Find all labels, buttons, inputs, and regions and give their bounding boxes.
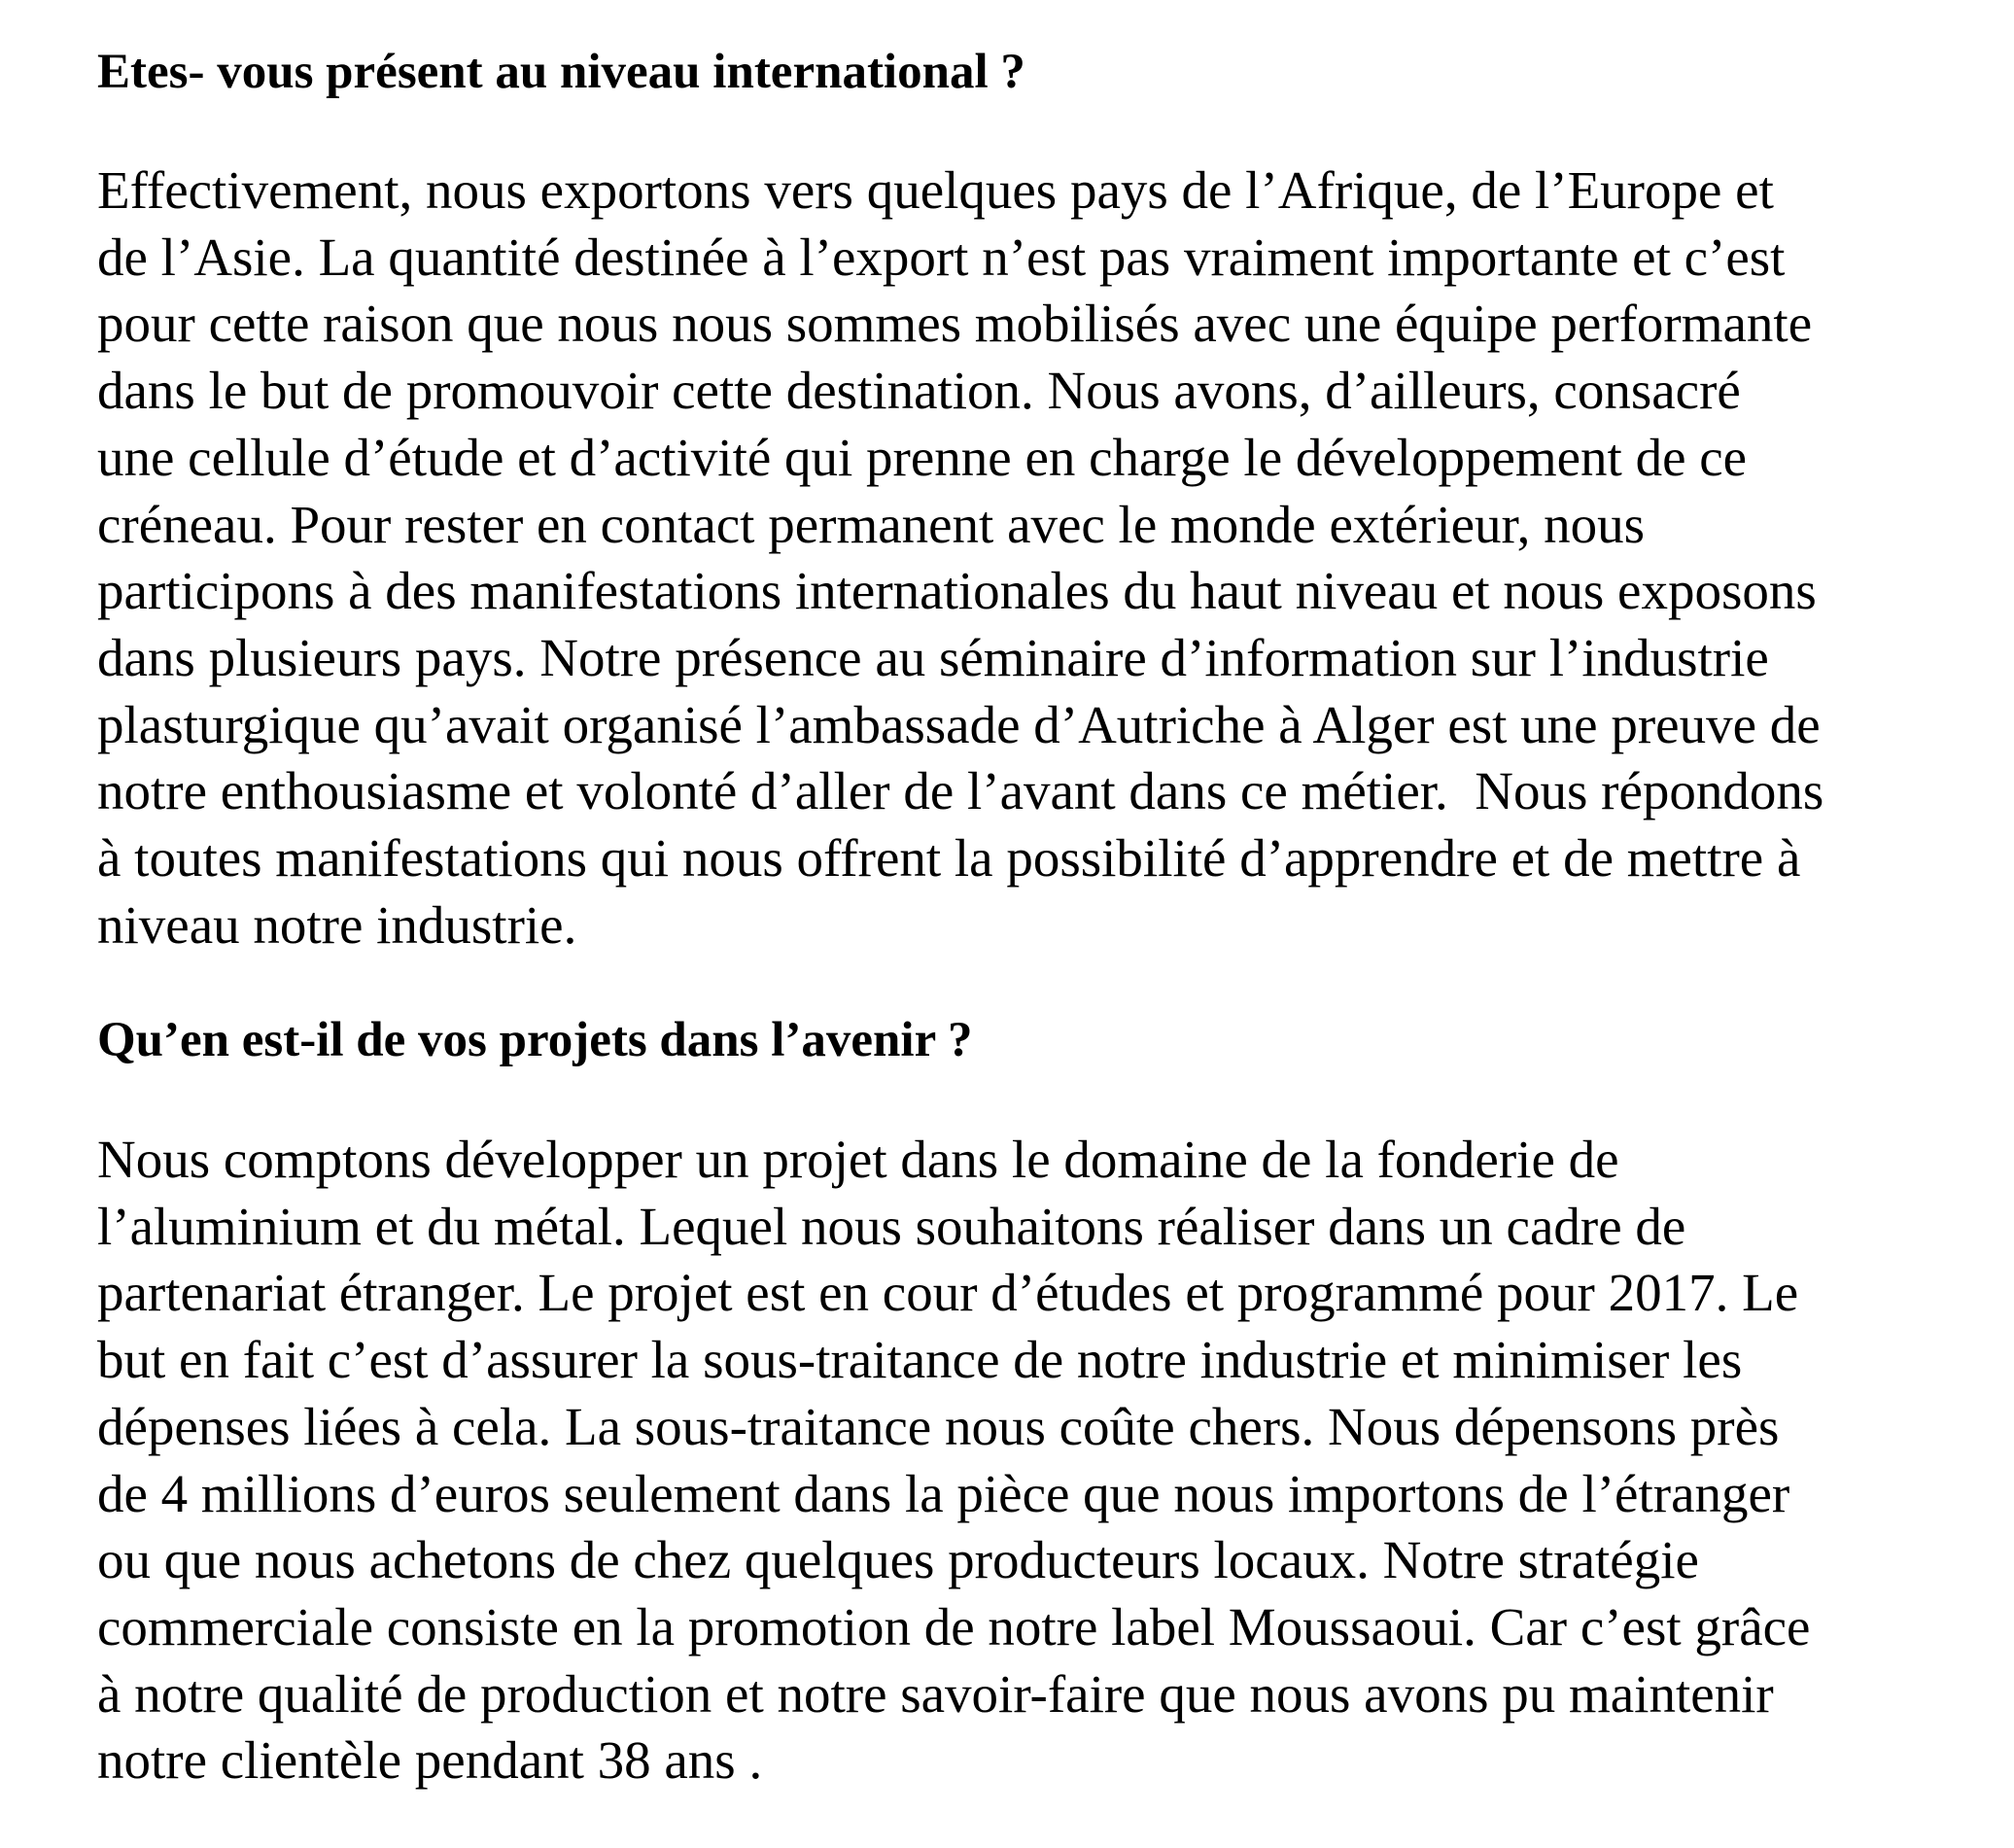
section-heading-projects: Qu’en est-il de vos projets dans l’avenir ?: [97, 1013, 973, 1067]
section-heading-international: Etes- vous présent au niveau international ?: [97, 45, 1025, 99]
text-line: de l’Asie. La quantité destinée à l’export n’est pas vraiment importante et c’est: [97, 227, 1786, 287]
text-line: l’aluminium et du métal. Lequel nous souhaitons réaliser dans un cadre de: [97, 1196, 1686, 1256]
text-line: une cellule d’étude et d’activité qui prenne en charge le développement de ce: [97, 427, 1748, 487]
text-line: à notre qualité de production et notre savoir-faire que nous avons pu maintenir: [97, 1663, 1774, 1724]
text-line: dépenses liées à cela. La sous-traitance nous coûte chers. Nous dépensons près: [97, 1396, 1780, 1456]
text-line: Effectivement, nous exportons vers quelques pays de l’Afrique, de l’Europe et: [97, 160, 1774, 220]
text-line: pour cette raison que nous nous sommes mobilisés avec une équipe performante: [97, 294, 1813, 354]
text-line: commerciale consiste en la promotion de notre label Moussaoui. Car c’est grâce: [97, 1596, 1811, 1656]
text-line: créneau. Pour rester en contact permanent avec le monde extérieur, nous: [97, 494, 1646, 554]
text-line: plasturgique qu’avait organisé l’ambassade d’Autriche à Alger est une preuve de: [97, 694, 1821, 754]
text-line: dans le but de promouvoir cette destination. Nous avons, d’ailleurs, consacré: [97, 361, 1741, 421]
text-line: participons à des manifestations internationales du haut niveau et nous exposons: [97, 561, 1817, 621]
answer-paragraph-projects: [97, 1127, 1810, 1795]
text-line: Nous comptons développer un projet dans le domaine de la fonderie de: [97, 1130, 1619, 1189]
text-line: de 4 millions d’euros seulement dans la pièce que nous importons de l’étranger: [97, 1463, 1790, 1523]
text-line: partenariat étranger. Le projet est en cour d’études et programmé pour 2017. Le: [97, 1263, 1799, 1323]
text-line: dans plusieurs pays. Notre présence au séminaire d’information sur l’industrie: [97, 627, 1769, 687]
answer-paragraph-international: [97, 157, 1823, 959]
text-line: à toutes manifestations qui nous offrent la possibilité d’apprendre et de mettre à: [97, 828, 1801, 889]
text-line: ou que nous achetons de chez quelques producteurs locaux. Notre stratégie: [97, 1530, 1699, 1590]
text-line: notre enthousiasme et volonté d’aller de l’avant dans ce métier. Nous répondons: [97, 761, 1824, 821]
text-line: notre clientèle pendant 38 ans .: [97, 1730, 763, 1791]
text-line: niveau notre industrie.: [97, 894, 577, 955]
text-line: but en fait c’est d’assurer la sous-traitance de notre industrie et minimiser les: [97, 1330, 1743, 1390]
